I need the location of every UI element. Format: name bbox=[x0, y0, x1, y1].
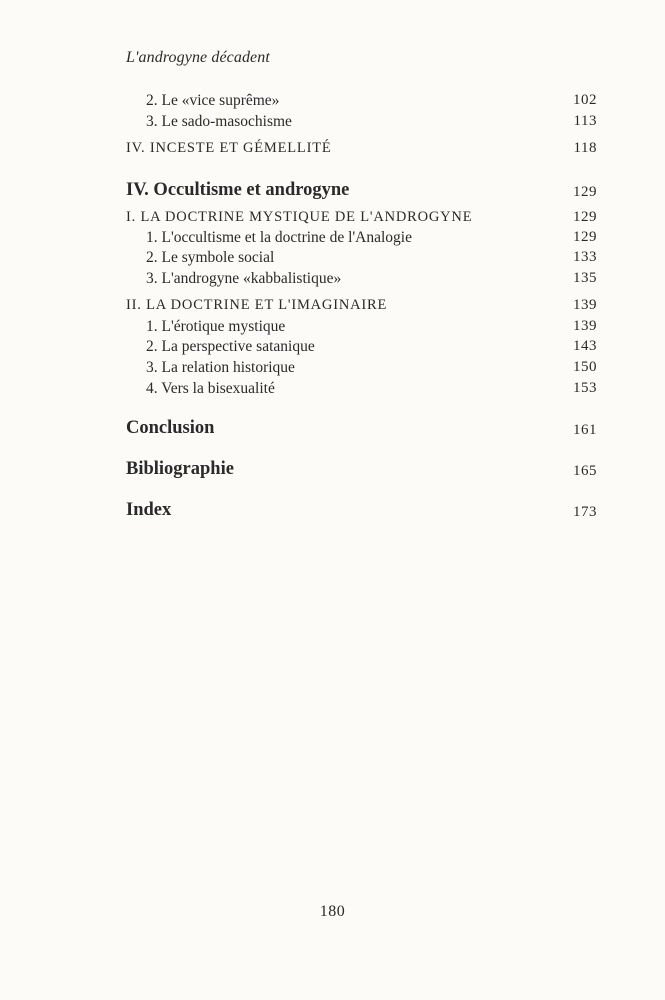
toc-entry bbox=[0, 418, 665, 438]
toc-entry-page: 153 bbox=[573, 380, 597, 396]
toc-entry bbox=[0, 338, 665, 358]
toc-entry-page: 113 bbox=[573, 113, 597, 129]
toc-entry-title: I. LA DOCTRINE MYSTIQUE DE L'ANDROGYNE bbox=[126, 209, 473, 225]
toc-entry bbox=[0, 209, 665, 229]
toc-entry bbox=[0, 500, 665, 520]
toc-entry bbox=[0, 140, 665, 160]
toc-entry-title: II. LA DOCTRINE ET L'IMAGINAIRE bbox=[126, 297, 388, 313]
toc-entry-page: 173 bbox=[573, 504, 597, 520]
toc-entry bbox=[0, 270, 665, 290]
toc-entry-page: 165 bbox=[573, 463, 597, 479]
toc-entry-page: 129 bbox=[573, 229, 597, 245]
toc-entry-title: 3. Le sado-masochisme bbox=[146, 113, 292, 130]
toc-entry-title: 3. La relation historique bbox=[146, 359, 295, 376]
toc-entry-page: 133 bbox=[573, 249, 597, 265]
toc-entry-title: 2. Le symbole social bbox=[146, 249, 275, 266]
toc-entry-title: 4. Vers la bisexualité bbox=[146, 380, 275, 397]
toc-entry-title: Index bbox=[126, 500, 172, 520]
toc-entry bbox=[0, 92, 665, 112]
toc-entry bbox=[0, 297, 665, 317]
toc-entry-page: 129 bbox=[573, 184, 597, 200]
toc-entry-title: Bibliographie bbox=[126, 459, 234, 479]
toc-entry-title: IV. Occultisme et androgyne bbox=[126, 180, 350, 200]
toc-entry-page: 135 bbox=[573, 270, 597, 286]
toc-entry-page: 161 bbox=[573, 422, 597, 438]
toc-entry bbox=[0, 459, 665, 479]
toc-entry-title: 2. La perspective satanique bbox=[146, 338, 315, 355]
toc-entry-page: 143 bbox=[573, 338, 597, 354]
toc-entry bbox=[0, 318, 665, 338]
toc-entry-page: 150 bbox=[573, 359, 597, 375]
toc-entry bbox=[0, 359, 665, 379]
toc-entry-title: IV. INCESTE ET GÉMELLITÉ bbox=[126, 140, 332, 156]
toc-entry bbox=[0, 229, 665, 249]
toc-entry bbox=[0, 113, 665, 133]
toc-entry-page: 118 bbox=[573, 140, 597, 156]
toc-entry-title: 1. L'occultisme et la doctrine de l'Analogie bbox=[146, 229, 412, 246]
toc-entry-page: 102 bbox=[573, 92, 597, 108]
toc-entry bbox=[0, 380, 665, 400]
toc-entry-title: 3. L'androgyne «kabbalistique» bbox=[146, 270, 342, 287]
toc-entry-page: 139 bbox=[573, 297, 597, 313]
running-head: L'androgyne décadent bbox=[126, 49, 270, 66]
toc-entry-title: 1. L'érotique mystique bbox=[146, 318, 286, 335]
toc-entry-page: 129 bbox=[573, 209, 597, 225]
toc-entry bbox=[0, 180, 665, 200]
toc-entry-title: Conclusion bbox=[126, 418, 215, 438]
toc-entry bbox=[0, 249, 665, 269]
toc-entry-page: 139 bbox=[573, 318, 597, 334]
toc-entry-title: 2. Le «vice suprême» bbox=[146, 92, 280, 109]
page-number: 180 bbox=[319, 903, 346, 920]
